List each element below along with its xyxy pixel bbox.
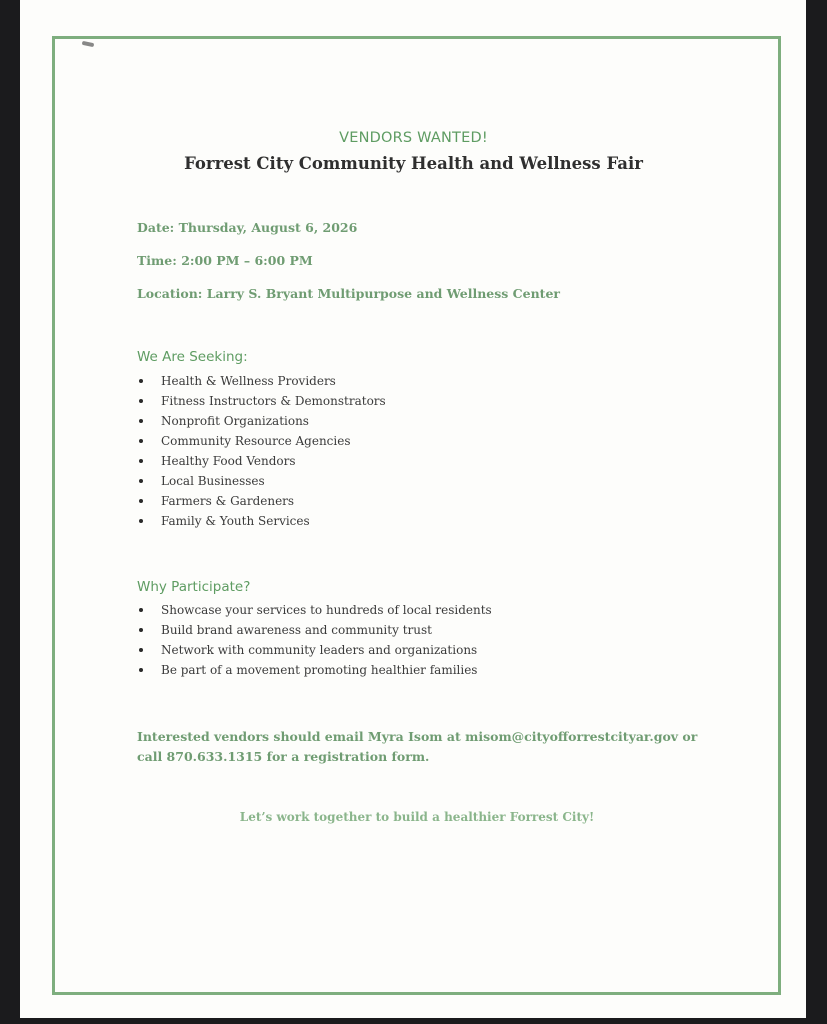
contact-instructions: Interested vendors should email Myra Isom at misom@cityofforrestcityar.gov or call 870.633.1315 for a registration form. (137, 729, 698, 764)
list-item: Family & Youth Services (137, 511, 386, 531)
list-item: Build brand awareness and community trust (137, 620, 492, 640)
list-item: Network with community leaders and organizations (137, 640, 492, 660)
list-item: Nonprofit Organizations (137, 411, 386, 431)
list-item: Local Businesses (137, 471, 386, 491)
list-item: Healthy Food Vendors (137, 451, 386, 471)
event-location: Location: Larry S. Bryant Multipurpose and Wellness Center (137, 286, 560, 301)
event-time: Time: 2:00 PM – 6:00 PM (137, 253, 313, 268)
list-item: Showcase your services to hundreds of local residents (137, 600, 492, 620)
event-date: Date: Thursday, August 6, 2026 (137, 220, 358, 235)
seeking-list (137, 371, 386, 531)
event-title: Forrest City Community Health and Wellness Fair (184, 154, 643, 173)
headline: VENDORS WANTED! (339, 130, 488, 146)
list-item: Farmers & Gardeners (137, 491, 386, 511)
list-item: Community Resource Agencies (137, 431, 386, 451)
list-item: Be part of a movement promoting healthier families (137, 660, 492, 680)
seeking-heading: We Are Seeking: (137, 349, 248, 365)
closing-message: Let’s work together to build a healthier Forrest City! (239, 810, 595, 824)
participate-list (137, 600, 492, 680)
list-item: Health & Wellness Providers (137, 371, 386, 391)
participate-heading: Why Participate? (137, 579, 251, 595)
list-item: Fitness Instructors & Demonstrators (137, 391, 386, 411)
